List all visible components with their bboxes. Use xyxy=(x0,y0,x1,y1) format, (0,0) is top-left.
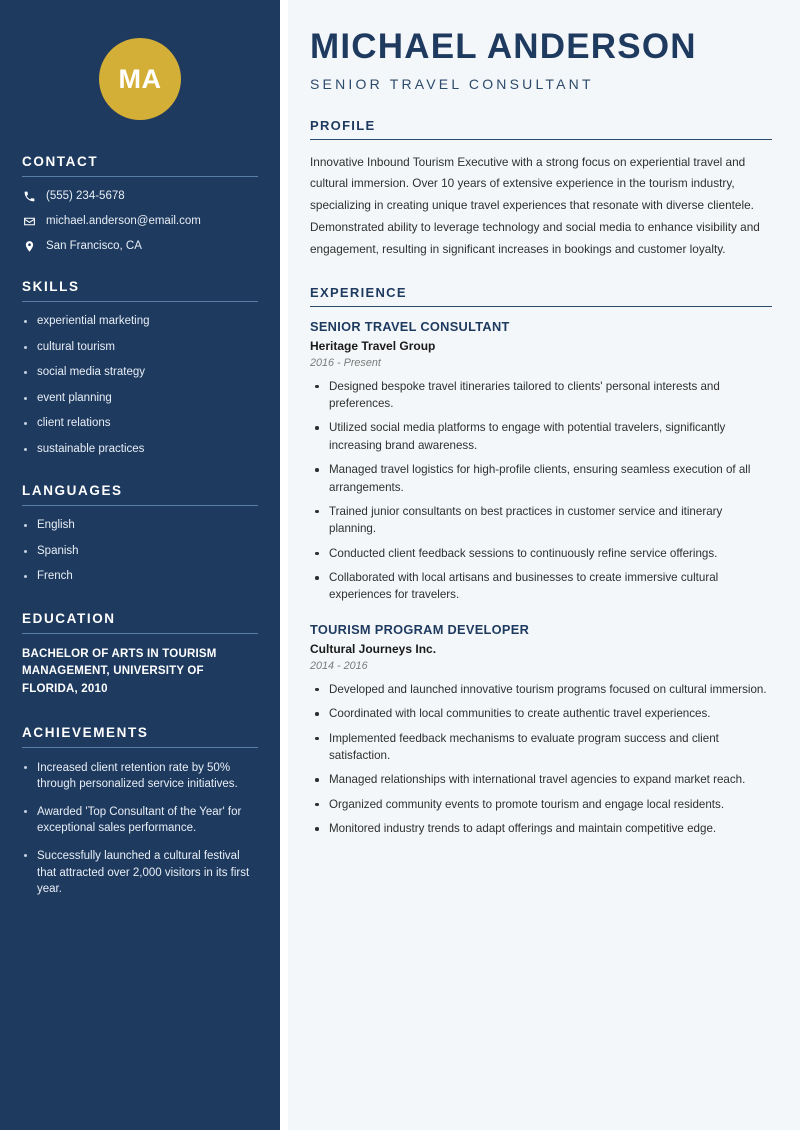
sidebar-section-skills xyxy=(22,279,258,457)
list-item: experiential marketing xyxy=(22,314,258,330)
experience-divider xyxy=(310,306,772,307)
education-entry: BACHELOR OF ARTS IN TOURISM MANAGEMENT, UNIVERSITY OF FLORIDA, 2010 xyxy=(22,647,217,696)
list-item: Trained junior consultants on best practices in customer service and itinerary planning. xyxy=(310,503,772,538)
list-item: Conducted client feedback sessions to continuously refine service offerings. xyxy=(310,545,772,562)
avatar-initials: MA xyxy=(118,63,162,94)
envelope-icon xyxy=(22,214,36,228)
achievements-divider xyxy=(22,747,258,748)
achievements-list xyxy=(22,760,258,897)
avatar xyxy=(99,38,181,120)
experience-job-title: SENIOR TRAVEL CONSULTANT xyxy=(310,318,510,334)
map-pin-icon xyxy=(22,239,36,253)
list-item: Coordinated with local communities to create authentic travel experiences. xyxy=(310,705,772,722)
contact-heading: CONTACT xyxy=(22,154,99,169)
contact-item-phone[interactable] xyxy=(22,189,258,203)
sidebar xyxy=(0,0,280,1130)
sidebar-section-education xyxy=(22,611,258,699)
list-item: Utilized social media platforms to engage with potential travelers, significantly increasing brand awareness. xyxy=(310,419,772,454)
sidebar-section-achievements xyxy=(22,725,258,897)
avatar-container xyxy=(22,0,258,154)
list-item: Implemented feedback mechanisms to evaluate program success and client satisfaction. xyxy=(310,730,772,765)
list-item: client relations xyxy=(22,416,258,432)
list-item: Increased client retention rate by 50% through personalized service initiatives. xyxy=(22,760,258,792)
contact-email-value: michael.anderson@email.com xyxy=(46,215,201,227)
experience-entry xyxy=(310,319,772,604)
section-profile xyxy=(310,118,772,261)
contact-divider xyxy=(22,176,258,177)
education-heading: EDUCATION xyxy=(22,610,116,626)
experience-company: Cultural Journeys Inc. xyxy=(310,641,437,656)
skills-list xyxy=(22,314,258,457)
list-item: cultural tourism xyxy=(22,340,258,356)
sidebar-section-languages xyxy=(22,483,258,585)
main-column xyxy=(288,0,800,1130)
list-item: Collaborated with local artisans and businesses to create immersive cultural experiences for travelers. xyxy=(310,569,772,604)
list-item: Organized community events to promote tourism and engage local residents. xyxy=(310,796,772,813)
contact-location-value: San Francisco, CA xyxy=(46,240,142,252)
achievements-heading: ACHIEVEMENTS xyxy=(22,725,149,741)
list-item: Spanish xyxy=(22,544,258,560)
section-experience xyxy=(310,285,772,838)
languages-list xyxy=(22,518,258,585)
list-item: Designed bespoke travel itineraries tailored to clients' personal interests and preferences. xyxy=(310,378,772,413)
experience-bullets xyxy=(310,681,772,838)
skills-divider xyxy=(22,301,258,302)
languages-divider xyxy=(22,505,258,506)
column-gutter xyxy=(280,0,288,1130)
experience-job-title: TOURISM PROGRAM DEVELOPER xyxy=(310,621,530,637)
skills-heading: SKILLS xyxy=(22,279,80,294)
list-item: Developed and launched innovative tourism programs focused on cultural immersion. xyxy=(310,681,772,698)
list-item: Managed relationships with international travel agencies to expand market reach. xyxy=(310,771,772,788)
contact-phone-value: (555) 234-5678 xyxy=(46,190,125,202)
contact-item-email[interactable] xyxy=(22,214,258,228)
list-item: social media strategy xyxy=(22,365,258,381)
phone-icon xyxy=(22,189,36,203)
page-title: MICHAEL ANDERSON xyxy=(310,27,697,66)
job-headline: SENIOR TRAVEL CONSULTANT xyxy=(310,75,594,92)
contact-item-location[interactable] xyxy=(22,239,258,253)
experience-dates: 2016 - Present xyxy=(310,356,381,369)
list-item: Monitored industry trends to adapt offerings and maintain competitive edge. xyxy=(310,820,772,837)
profile-text: Innovative Inbound Tourism Executive with a strong focus on experiential travel and cultural immersion. Over 10 years of extensive experience in the tourism industry, specializing in creating unique travel experiences that resonate with diverse clientele. Demonstrated ability to leverage technology and social media to enhance visibility and engagement, resulting in significant increases in bookings and customer loyalty. xyxy=(310,154,760,256)
experience-company: Heritage Travel Group xyxy=(310,338,436,353)
list-item: Awarded 'Top Consultant of the Year' for exceptional sales performance. xyxy=(22,804,258,836)
experience-heading: EXPERIENCE xyxy=(310,284,407,300)
profile-divider xyxy=(310,139,772,140)
education-divider xyxy=(22,633,258,634)
languages-heading: LANGUAGES xyxy=(22,483,123,499)
experience-entry xyxy=(310,622,772,838)
sidebar-section-contact xyxy=(22,154,258,253)
list-item: French xyxy=(22,569,258,585)
list-item: Successfully launched a cultural festival that attracted over 2,000 visitors in its first year. xyxy=(22,848,258,896)
profile-heading: PROFILE xyxy=(310,117,376,133)
list-item: English xyxy=(22,518,258,534)
list-item: event planning xyxy=(22,391,258,407)
experience-dates: 2014 - 2016 xyxy=(310,659,368,672)
experience-bullets xyxy=(310,378,772,604)
list-item: Managed travel logistics for high-profile clients, ensuring seamless execution of all arrangements. xyxy=(310,461,772,496)
list-item: sustainable practices xyxy=(22,442,258,458)
